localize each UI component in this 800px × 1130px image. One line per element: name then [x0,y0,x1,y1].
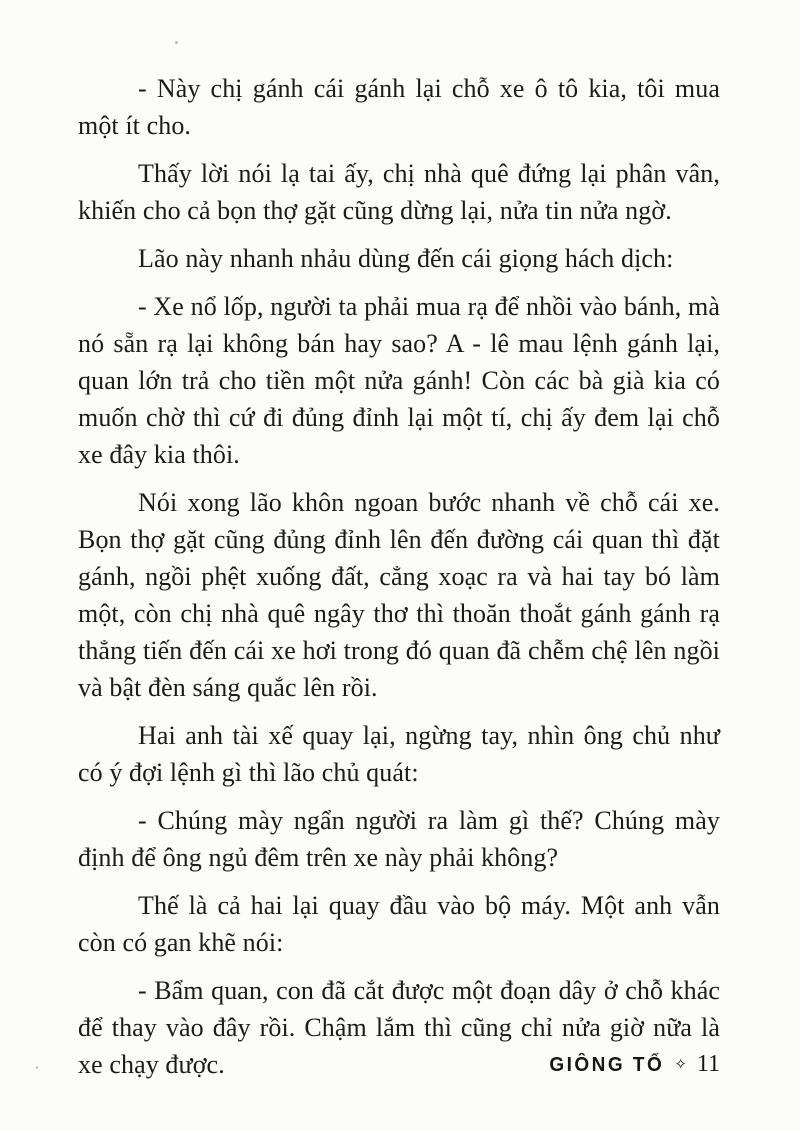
scan-speck [36,1066,38,1069]
paragraph-narration: Lão này nhanh nhảu dùng đến cái giọng hách dịch: [138,244,674,273]
paragraph-dialogue: - Này chị gánh cái gánh lại chỗ xe ô tô kia, tôi mua một ít cho. [78,74,720,140]
scan-speck [175,41,178,44]
paragraph-narration: Thấy lời nói lạ tai ấy, chị nhà quê đứng lại phân vân, khiến cho cả bọn thợ gặt cũng dừng lại, nửa tin nửa ngờ. [78,159,720,225]
paragraph-narration: Nói xong lão khôn ngoan bước nhanh về chỗ cái xe. Bọn thợ gặt cũng đủng đỉnh lên đến đường cái quan thì đặt gánh, ngồi phệt xuống đất, cẳng xoạc ra và hai tay bó làm một, còn chị nhà quê ngây thơ thì thoăn thoắt gánh gánh rạ thẳng tiến đến cái xe hơi trong đó quan đã chễm chệ lên ngồi và bật đèn sáng quắc lên rồi. [78,488,720,702]
diamond-separator-icon: ✧ [674,1055,687,1073]
paragraph-dialogue: - Xe nổ lốp, người ta phải mua rạ để nhồi vào bánh, mà nó sẵn rạ lại không bán hay sao? A - lê mau lệnh gánh lại, quan lớn trả cho tiền một nửa gánh! Còn các bà già kia có muốn chờ thì cứ đi đủng đỉnh lại một tí, chị ấy đem lại chỗ xe đây kia thôi. [78,292,720,469]
page-footer [549,1051,720,1078]
paragraph-dialogue: - Bẩm quan, con đã cắt được một đoạn dây ở chỗ khác để thay vào đây rồi. Chậm lắm thì cũng chỉ nửa giờ nữa là xe chạy được. [78,976,720,1079]
paragraph-narration: Thế là cả hai lại quay đầu vào bộ máy. Một anh vẫn còn có gan khẽ nói: [78,891,720,957]
paragraph-narration: Hai anh tài xế quay lại, ngừng tay, nhìn ông chủ như có ý đợi lệnh gì thì lão chủ quát: [78,721,720,787]
paragraph-dialogue: - Chúng mày ngẩn người ra làm gì thế? Chúng mày định để ông ngủ đêm trên xe này phải không? [78,806,720,872]
page-text-block [78,70,720,1094]
footer-page-number: 11 [696,1051,720,1077]
footer-book-title: GIÔNG TỐ [549,1054,665,1077]
